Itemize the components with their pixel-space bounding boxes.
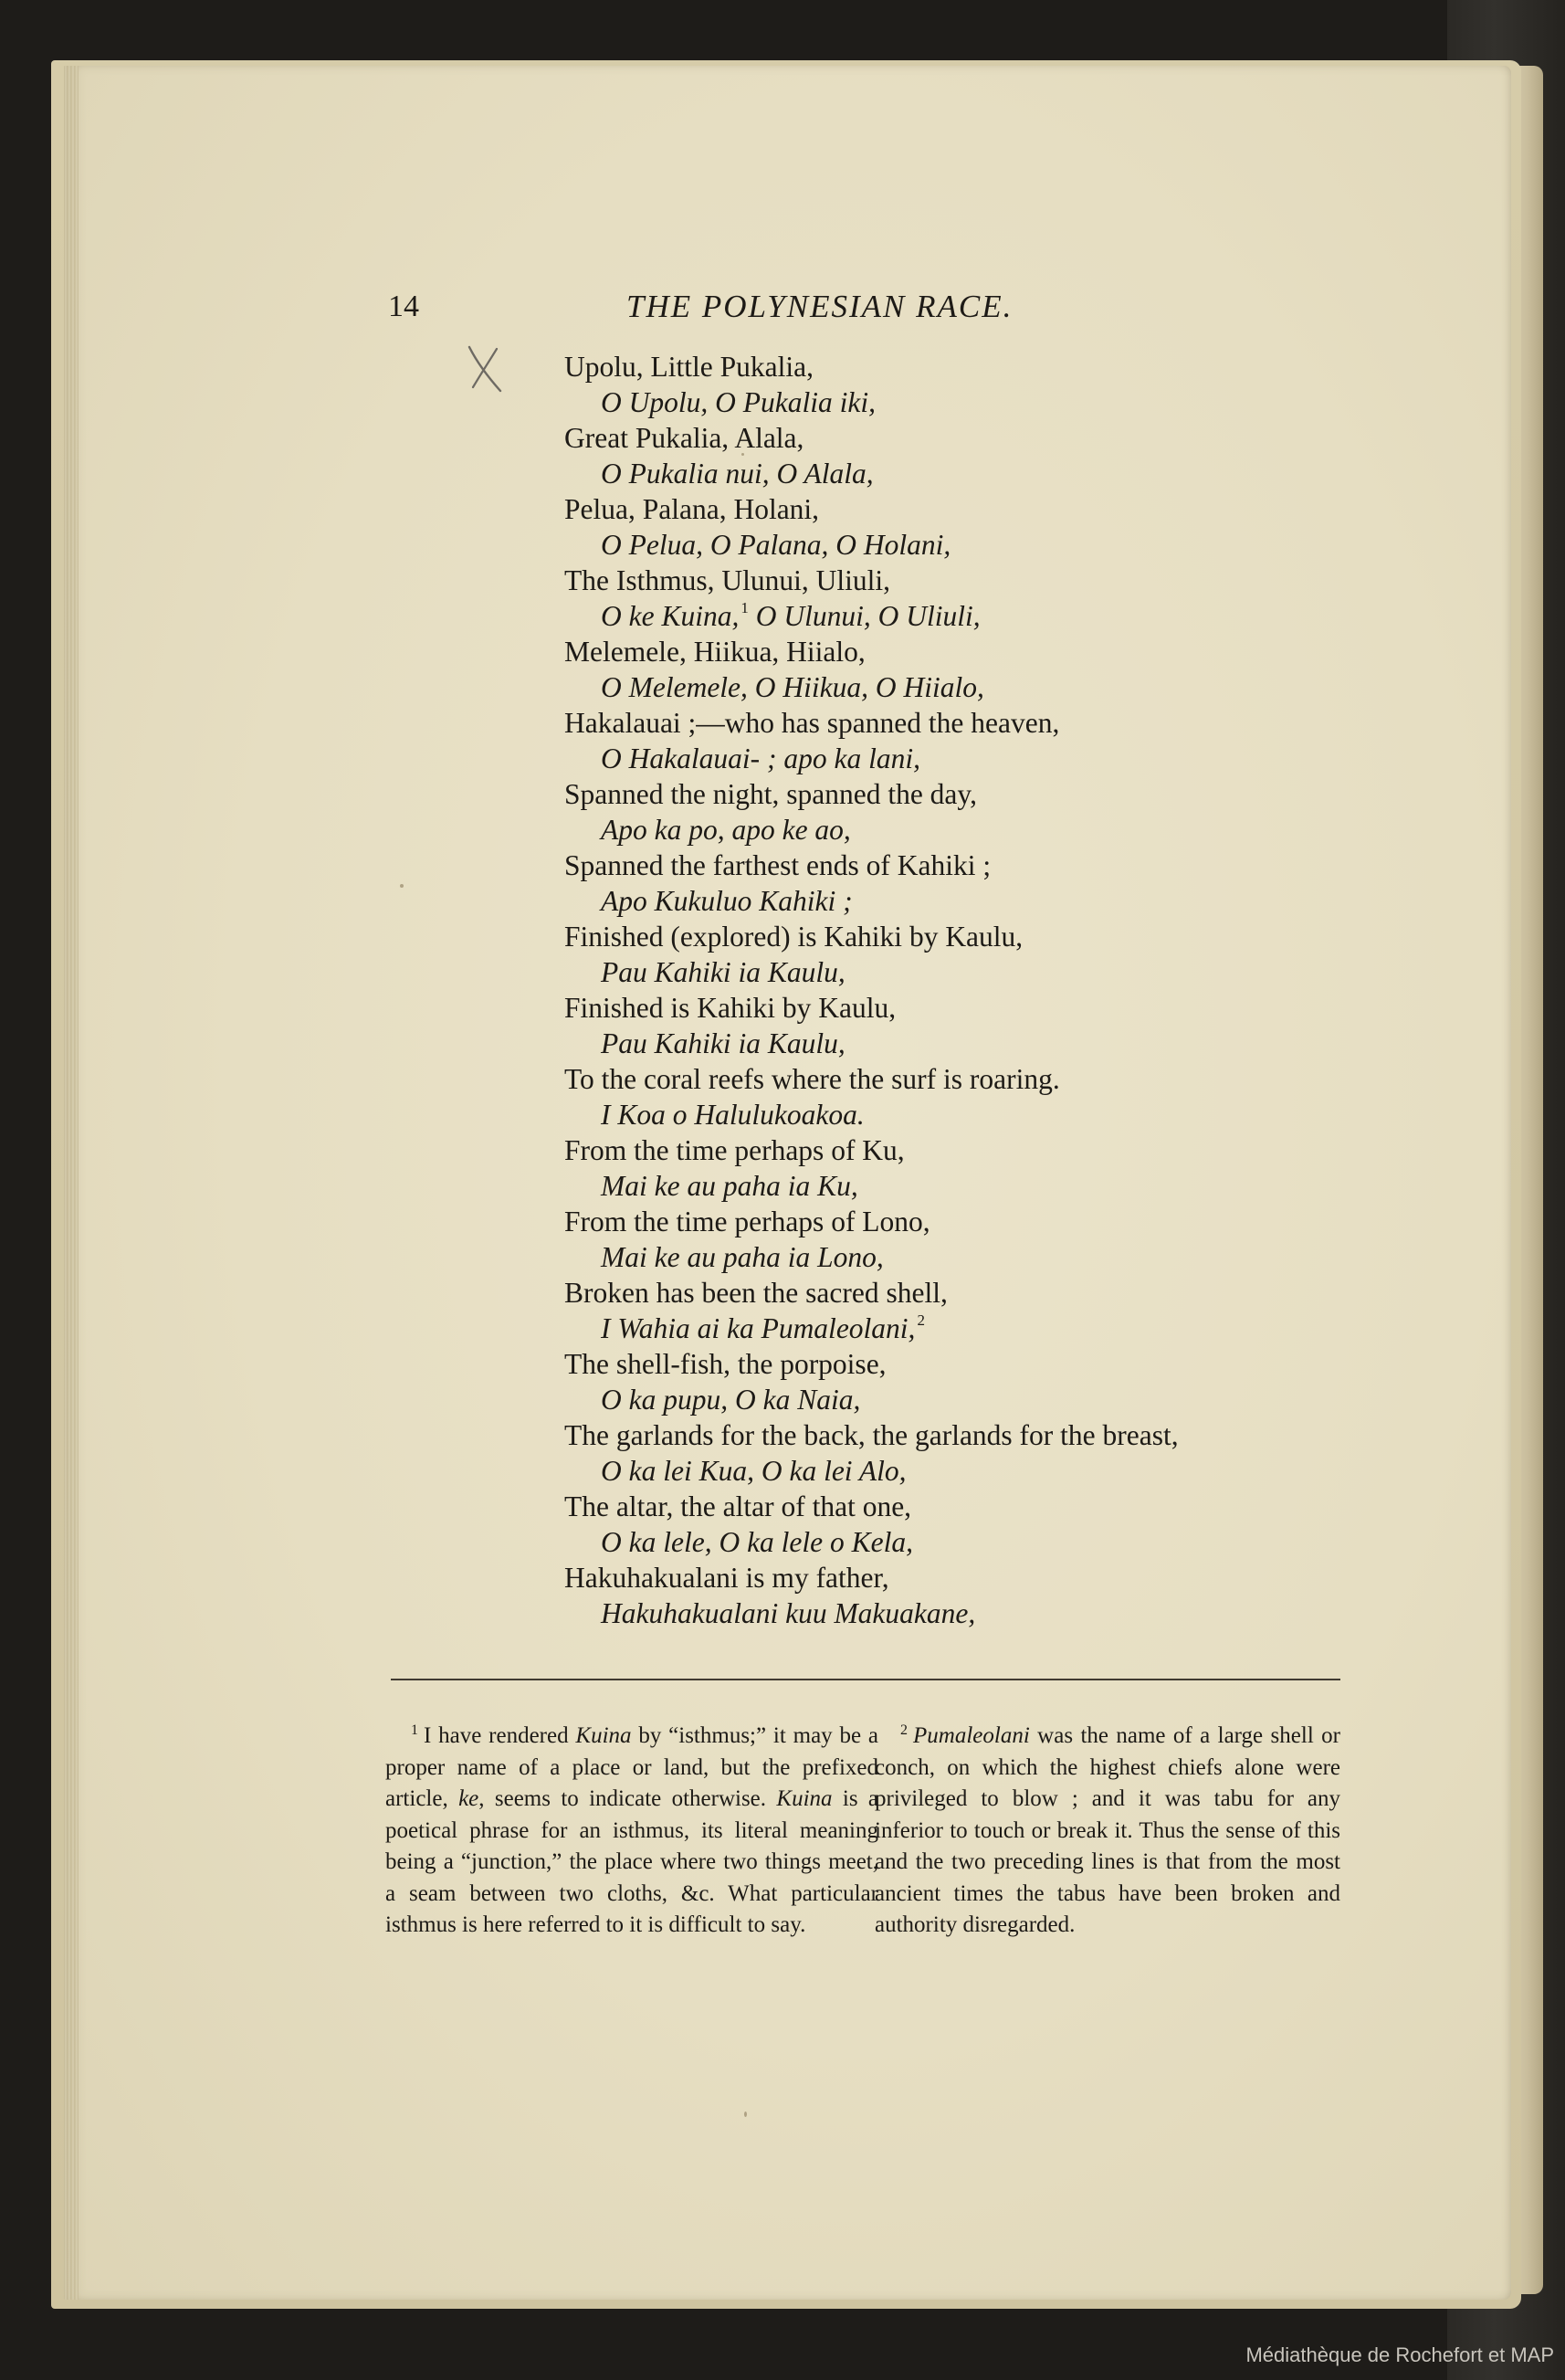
poem-line-hawaiian bbox=[564, 1168, 1386, 1204]
poem-line-hawaiian bbox=[564, 669, 1386, 705]
poem-line-english bbox=[564, 1346, 1386, 1382]
poem-line-english bbox=[564, 634, 1386, 669]
poem-line-hawaiian bbox=[564, 1595, 1386, 1631]
poem-line-hawaiian bbox=[564, 1097, 1386, 1132]
poem-line-text: Melemele, Hiikua, Hiialo, bbox=[564, 636, 866, 668]
footnote-text: by “isthmus;” it may be a proper name of a place or land, but the prefixed article, bbox=[385, 1723, 878, 1811]
poem-line-english bbox=[564, 1132, 1386, 1168]
poem-line-text: O Upolu, O Pukalia iki, bbox=[601, 386, 876, 418]
poem-line-text: O Hakalauai- ; apo ka lani, bbox=[601, 742, 920, 774]
poem-line-text: The shell-fish, the porpoise, bbox=[564, 1348, 887, 1380]
poem-line-english bbox=[564, 848, 1386, 883]
poem-line-hawaiian bbox=[564, 384, 1386, 420]
poem-line-text: O ka pupu, O ka Naia, bbox=[601, 1384, 861, 1416]
poem-line-hawaiian bbox=[564, 1026, 1386, 1061]
poem-line-text: Apo Kukuluo Kahiki ; bbox=[601, 885, 853, 917]
poem-line-text: O ka lele, O ka lele o Kela, bbox=[601, 1526, 914, 1558]
footnote-text: is a poetical phrase for an isthmus, its literal meaning being a “junction,” the place where two things meet, a seam between two cloths, &c. What particular isthmus is here referred to it is difficult to say. bbox=[385, 1786, 878, 1937]
poem-line-hawaiian bbox=[564, 1382, 1386, 1417]
poem-line-hawaiian bbox=[564, 1311, 1386, 1346]
poem-line-text: Hakalauai ;—who has spanned the heaven, bbox=[564, 707, 1060, 739]
footnote-italic-text: Kuina bbox=[575, 1723, 632, 1748]
footnote-rule bbox=[391, 1679, 1340, 1680]
poem-line-english bbox=[564, 491, 1386, 527]
poem-line-hawaiian bbox=[564, 883, 1386, 919]
poem-line-english bbox=[564, 1275, 1386, 1311]
poem-line-text: Hakuhakualani kuu Makuakane, bbox=[601, 1597, 976, 1629]
poem-line-hawaiian bbox=[564, 1239, 1386, 1275]
footnote-italic-text: Pumaleolani bbox=[913, 1723, 1030, 1748]
poem-line-text: From the time perhaps of Lono, bbox=[564, 1206, 930, 1237]
poem-line-english bbox=[564, 349, 1386, 384]
page-number: 14 bbox=[388, 290, 419, 323]
paper-speck bbox=[744, 2111, 747, 2117]
footnote-reference: 1 bbox=[740, 599, 749, 616]
poem-line-hawaiian bbox=[564, 812, 1386, 848]
poem-line-text: I Wahia ai ka Pumaleolani, bbox=[601, 1312, 916, 1344]
poem-line-text: Mai ke au paha ia Ku, bbox=[601, 1170, 858, 1202]
poem-line-text: Apo ka po, apo ke ao, bbox=[601, 814, 851, 846]
footnote-text: , seems to indicate otherwise. bbox=[478, 1786, 777, 1811]
poem-line-text: Pau Kahiki ia Kaulu, bbox=[601, 1027, 846, 1059]
poem-line-english bbox=[564, 919, 1386, 954]
poem-line-hawaiian bbox=[564, 741, 1386, 776]
poem-line-text: O ke Kuina, bbox=[601, 600, 740, 632]
poem-line-english bbox=[564, 776, 1386, 812]
poem-line-hawaiian bbox=[564, 456, 1386, 491]
pencil-cross-mark bbox=[464, 343, 506, 396]
poem-line-english bbox=[564, 705, 1386, 741]
poem-line-text: O Pelua, O Palana, O Holani, bbox=[601, 529, 951, 561]
poem-line-text: Pau Kahiki ia Kaulu, bbox=[601, 956, 846, 988]
poem-line-english bbox=[564, 563, 1386, 598]
paper-speck bbox=[400, 884, 404, 888]
poem-line-english bbox=[564, 990, 1386, 1026]
poem-line-hawaiian bbox=[564, 527, 1386, 563]
poem-line-text: The altar, the altar of that one, bbox=[564, 1490, 912, 1522]
footnote-italic-text: Kuina bbox=[776, 1786, 833, 1811]
footnote-text: was the name of a large shell or conch, on which the highest chiefs alone were privileged to blow ; and it was tabu for any inferior to touch or break it. Thus the sense of this and the two preceding lines is that from the most ancient times the tabus have been broken and authority disregarded. bbox=[875, 1723, 1340, 1937]
running-head: THE POLYNESIAN RACE. bbox=[626, 289, 1014, 324]
poem-line-text: I Koa o Halulukoakoa. bbox=[601, 1099, 865, 1131]
poem-line-english bbox=[564, 420, 1386, 456]
poem-line-english bbox=[564, 1560, 1386, 1595]
poem-line-text: Spanned the night, spanned the day, bbox=[564, 778, 977, 810]
poem-line-text: Finished is Kahiki by Kaulu, bbox=[564, 992, 897, 1024]
footnote-2 bbox=[875, 1721, 1340, 1942]
poem-line-english bbox=[564, 1489, 1386, 1524]
footnote-text: I have rendered bbox=[424, 1723, 576, 1748]
poem-line-text: Mai ke au paha ia Lono, bbox=[601, 1241, 884, 1273]
poem-line-text: Hakuhakualani is my father, bbox=[564, 1562, 889, 1594]
footnote-reference: 2 bbox=[917, 1311, 925, 1329]
poem-line-text: Pelua, Palana, Holani, bbox=[564, 493, 820, 525]
poem-line-text-continued: O Ulunui, O Uliuli, bbox=[748, 600, 981, 632]
poem-line-text: Broken has been the sacred shell, bbox=[564, 1277, 948, 1309]
poem-line-hawaiian bbox=[564, 1524, 1386, 1560]
poem-line-text: Finished (explored) is Kahiki by Kaulu, bbox=[564, 921, 1024, 953]
footnote-italic-text: ke bbox=[458, 1786, 479, 1811]
poem-line-text: O Pukalia nui, O Alala, bbox=[601, 458, 874, 490]
poem-line-text: O Melemele, O Hiikua, O Hiialo, bbox=[601, 671, 984, 703]
poem-line-text: Spanned the farthest ends of Kahiki ; bbox=[564, 849, 992, 881]
poem-line-text: Upolu, Little Pukalia, bbox=[564, 351, 814, 383]
poem-line-text: The garlands for the back, the garlands for the breast, bbox=[564, 1419, 1179, 1451]
footnote-marker: 2 bbox=[900, 1722, 908, 1738]
poem-line-text: Great Pukalia, Alala, bbox=[564, 422, 804, 454]
footnote-1 bbox=[385, 1721, 878, 1942]
poem-body bbox=[564, 349, 1386, 1631]
poem-line-text: O ka lei Kua, O ka lei Alo, bbox=[601, 1455, 907, 1487]
poem-line-hawaiian bbox=[564, 954, 1386, 990]
poem-line-english bbox=[564, 1204, 1386, 1239]
poem-line-hawaiian bbox=[564, 1453, 1386, 1489]
poem-line-english bbox=[564, 1417, 1386, 1453]
footnote-marker: 1 bbox=[411, 1722, 418, 1738]
poem-line-text: From the time perhaps of Ku, bbox=[564, 1134, 905, 1166]
poem-line-text: To the coral reefs where the surf is roaring. bbox=[564, 1063, 1060, 1095]
poem-line-text: The Isthmus, Ulunui, Uliuli, bbox=[564, 564, 890, 596]
poem-line-english bbox=[564, 1061, 1386, 1097]
library-credit: Médiathèque de Rochefort et MAP bbox=[1245, 2343, 1554, 2366]
poem-line-hawaiian bbox=[564, 598, 1386, 634]
